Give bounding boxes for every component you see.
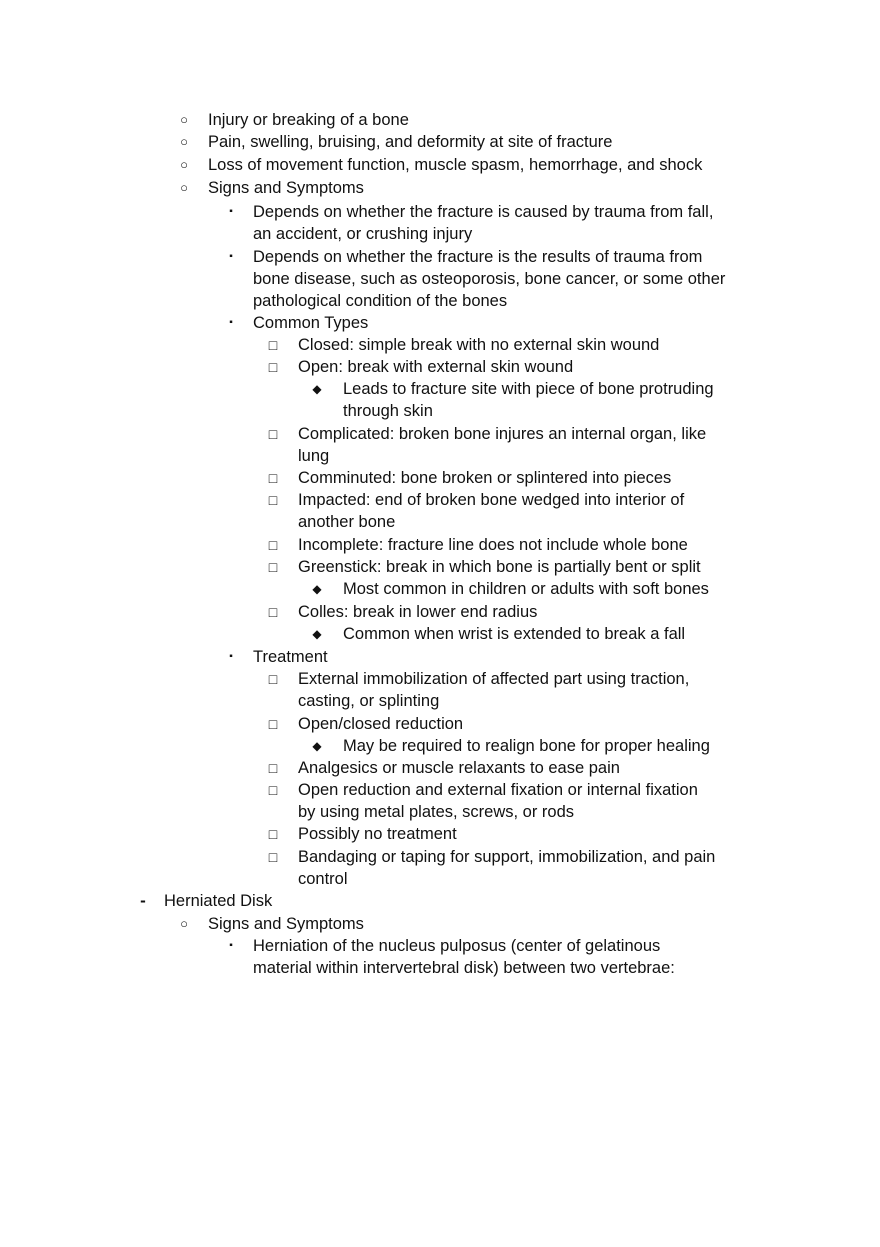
box-bullet-icon: □ [268, 760, 278, 776]
box-bullet-icon: □ [268, 359, 278, 375]
outline-line-o1: Injury or breaking of a bone [208, 111, 409, 129]
circle-bullet-icon: ○ [180, 134, 188, 149]
outline-line-t1: Closed: simple break with no external skin wound [298, 336, 660, 354]
diamond-bullet-icon: ◆ [312, 739, 322, 753]
circle-bullet-icon: ○ [180, 180, 188, 195]
outline-line-s2b: bone disease, such as osteoporosis, bone cancer, or some other [253, 270, 726, 288]
box-bullet-icon: □ [268, 337, 278, 353]
square-bullet-icon: ▪ [229, 651, 233, 662]
outline-line-r1a: External immobilization of affected part using traction, [298, 670, 690, 688]
outline-line-d4: May be required to realign bone for proper healing [343, 737, 710, 755]
outline-line-t3b: lung [298, 447, 330, 465]
box-bullet-icon: □ [268, 559, 278, 575]
outline-line-d3: Common when wrist is extended to break a fall [343, 625, 686, 643]
outline-line-o4: Signs and Symptoms [208, 179, 364, 197]
outline-line-d1b: through skin [343, 402, 433, 420]
box-bullet-icon: □ [268, 716, 278, 732]
outline-line-r4a: Open reduction and external fixation or internal fixation [298, 781, 698, 799]
box-bullet-icon: □ [268, 426, 278, 442]
outline-line-o2: Pain, swelling, bruising, and deformity at site of fracture [208, 133, 613, 151]
outline-line-d2: Most common in children or adults with soft bones [343, 580, 709, 598]
diamond-bullet-icon: ◆ [312, 382, 322, 396]
square-bullet-icon: ▪ [229, 940, 233, 951]
outline-line-s2a: Depends on whether the fracture is the results of trauma from [253, 248, 703, 266]
box-bullet-icon: □ [268, 671, 278, 687]
outline-line-s2c: pathological condition of the bones [253, 292, 508, 310]
diamond-bullet-icon: ◆ [312, 582, 322, 596]
box-bullet-icon: □ [268, 537, 278, 553]
outline-line-s4: Treatment [253, 648, 328, 666]
diamond-bullet-icon: ◆ [312, 627, 322, 641]
box-bullet-icon: □ [268, 782, 278, 798]
outline-line-d1a: Leads to fracture site with piece of bone protruding [343, 380, 714, 398]
square-bullet-icon: ▪ [229, 206, 233, 217]
outline-line-o3: Loss of movement function, muscle spasm, hemorrhage, and shock [208, 156, 703, 174]
outline-line-t7: Greenstick: break in which bone is partially bent or split [298, 558, 701, 576]
outline-line-s1b: an accident, or crushing injury [253, 225, 473, 243]
box-bullet-icon: □ [268, 849, 278, 865]
outline-line-h1: Herniated Disk [164, 892, 273, 910]
outline-line-s1a: Depends on whether the fracture is caused by trauma from fall, [253, 203, 714, 221]
outline-line-t2: Open: break with external skin wound [298, 358, 574, 376]
circle-bullet-icon: ○ [180, 916, 188, 931]
outline-line-h2: Signs and Symptoms [208, 915, 364, 933]
circle-bullet-icon: ○ [180, 112, 188, 127]
square-bullet-icon: ▪ [229, 251, 233, 262]
outline-line-h3a: Herniation of the nucleus pulposus (center of gelatinous [253, 937, 661, 955]
outline-line-r3: Analgesics or muscle relaxants to ease pain [298, 759, 620, 777]
outline-line-r1b: casting, or splinting [298, 692, 440, 710]
outline-line-t6: Incomplete: fracture line does not include whole bone [298, 536, 688, 554]
outline-line-s3: Common Types [253, 314, 369, 332]
outline-line-t5a: Impacted: end of broken bone wedged into interior of [298, 491, 685, 509]
outline-line-r2: Open/closed reduction [298, 715, 464, 733]
outline-line-r5: Possibly no treatment [298, 825, 457, 843]
square-bullet-icon: ▪ [229, 317, 233, 328]
box-bullet-icon: □ [268, 826, 278, 842]
box-bullet-icon: □ [268, 492, 278, 508]
outline-line-t5b: another bone [298, 513, 396, 531]
outline-line-t3a: Complicated: broken bone injures an internal organ, like [298, 425, 707, 443]
circle-bullet-icon: ○ [180, 157, 188, 172]
box-bullet-icon: □ [268, 604, 278, 620]
outline-line-h3b: material within intervertebral disk) between two vertebrae: [253, 959, 675, 977]
outline-line-r6a: Bandaging or taping for support, immobilization, and pain [298, 848, 716, 866]
outline-line-r4b: by using metal plates, screws, or rods [298, 803, 575, 821]
outline-line-t4: Comminuted: bone broken or splintered into pieces [298, 469, 672, 487]
outline-line-r6b: control [298, 870, 348, 888]
dash-bullet-icon: - [140, 891, 146, 910]
box-bullet-icon: □ [268, 470, 278, 486]
outline-line-t8: Colles: break in lower end radius [298, 603, 538, 621]
